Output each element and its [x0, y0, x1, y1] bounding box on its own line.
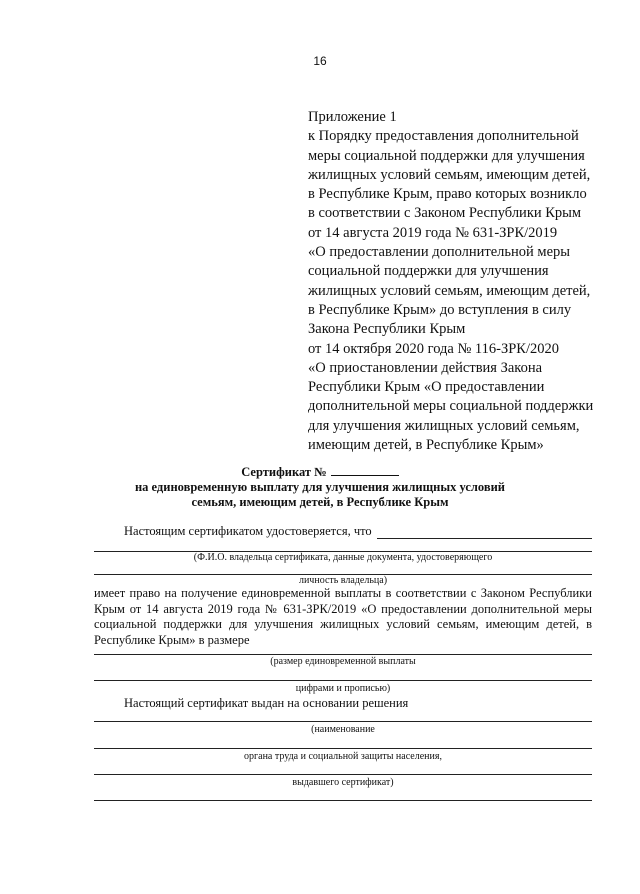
appendix-line: «О предоставлении дополнительной меры: [308, 244, 571, 261]
right-line: Республике Крым» в размере: [94, 632, 250, 647]
caption-owner-1: (Ф.И.О. владельца сертификата, данные документа, удостоверяющего: [193, 552, 493, 563]
appendix-line: Приложение 1: [308, 109, 397, 125]
caption-org-2: органа труда и социальной защиты населения,: [244, 751, 442, 762]
appendix-line: жилищных условий семьям, имеющим детей,: [308, 166, 591, 183]
right-paragraph: [94, 586, 592, 648]
appendix-line: от 14 октября 2020 года № 116-ЗРК/2020: [308, 340, 559, 357]
caption-amount-2: цифрами и прописью): [295, 683, 391, 694]
caption-owner-2: личность владельца): [298, 575, 388, 586]
appendix-line: в Республике Крым, право которых возникло: [308, 186, 587, 203]
appendix-line: Республики Крым «О предоставлении: [308, 379, 545, 396]
amount-blank-2[interactable]: [94, 680, 592, 681]
certificate-title-block: [0, 464, 640, 510]
appendix-header: [308, 108, 608, 455]
org-blank-1[interactable]: [94, 721, 592, 722]
caption-org-1: (наименование: [311, 724, 375, 735]
caption-org-3: выдавшего сертификат): [292, 777, 394, 788]
page-number: 16: [313, 54, 327, 68]
appendix-line: социальной поддержки для улучшения: [308, 263, 549, 280]
appendix-line: меры социальной поддержки для улучшения: [308, 147, 585, 164]
appendix-line: «О приостановлении действия Закона: [308, 359, 543, 376]
right-line: имеет право на получение единовременной выплаты в соответствии с Законом Республики: [94, 586, 592, 600]
org-blank-4[interactable]: [94, 800, 592, 801]
appendix-line: к Порядку предоставления дополнительной: [308, 128, 579, 145]
issued-text: Настоящий сертификат выдан на основании решения: [124, 696, 409, 710]
appendix-line: Закона Республики Крым: [308, 321, 466, 338]
org-blank-2[interactable]: [94, 748, 592, 749]
appendix-line: жилищных условий семьям, имеющим детей,: [308, 282, 591, 299]
owner-blank-1[interactable]: [377, 538, 592, 539]
appendix-line: в Республике Крым» до вступления в силу: [308, 301, 572, 318]
appendix-line: для улучшения жилищных условий семьям,: [308, 417, 580, 434]
certificate-title: Сертификат №: [241, 465, 327, 479]
certificate-number-blank[interactable]: [331, 464, 399, 476]
appendix-line: имеющим детей, в Республике Крым»: [308, 437, 544, 454]
org-blank-3[interactable]: [94, 774, 592, 775]
right-line: социальной поддержки для улучшения жилищных условий семьям, имеющим детей, в: [94, 617, 592, 631]
certificate-subtitle-1: на единовременную выплату для улучшения жилищных условий: [134, 480, 506, 494]
certify-text: Настоящим сертификатом удостоверяется, что: [124, 524, 372, 538]
appendix-line: от 14 августа 2019 года № 631-ЗРК/2019: [308, 224, 558, 241]
appendix-line: дополнительной меры социальной поддержки: [308, 398, 594, 415]
certificate-subtitle-2: семьям, имеющим детей, в Республике Крым: [191, 495, 449, 509]
caption-amount-1: (размер единовременной выплаты: [270, 656, 416, 667]
right-line: Крым от 14 августа 2019 года № 631-ЗРК/2019 «О предоставлении дополнительной меры: [94, 601, 592, 616]
appendix-line: в соответствии с Законом Республики Крым: [308, 205, 582, 222]
amount-blank-1[interactable]: [94, 654, 592, 655]
certificate-title-line: [0, 464, 640, 480]
